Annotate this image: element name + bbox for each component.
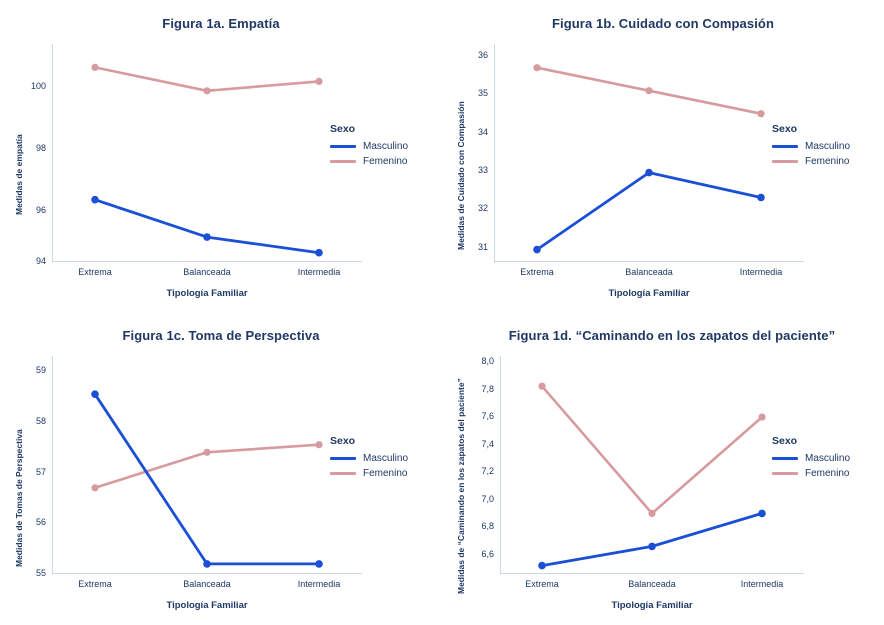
legend-1c xyxy=(330,435,408,483)
legend-title-1b: Sexo xyxy=(772,123,798,135)
legend-item-femenino-1d xyxy=(772,468,850,479)
legend-label-masculino-1c: Masculino xyxy=(363,453,409,464)
plot-area-1d xyxy=(500,356,804,574)
x-tick-1c-2: Intermedia xyxy=(297,579,341,589)
y-tick-1d-4: 7,4 xyxy=(481,439,494,449)
legend-label-femenino-1b: Femenino xyxy=(805,156,850,167)
y-tick-1c-1: 56 xyxy=(35,517,46,527)
chart-panel-1b xyxy=(442,0,884,312)
y-tick-1d-2: 7,0 xyxy=(481,494,494,504)
y-tick-1a-0: 100 xyxy=(30,81,46,91)
x-axis-label-1d: Tipología Familiar xyxy=(611,600,693,611)
y-axis-label-1b: Medidas de Cuidado con Compasión xyxy=(456,101,466,250)
x-tick-1b-1: Balanceada xyxy=(625,267,673,277)
x-tick-1d-1: Balanceada xyxy=(628,579,676,589)
legend-swatch-femenino-1d xyxy=(772,472,798,475)
y-tick-1d-3: 7,2 xyxy=(481,466,494,476)
plot-svg-1a xyxy=(52,44,362,262)
legend-swatch-femenino-1b xyxy=(772,160,798,163)
legend-label-femenino-1c: Femenino xyxy=(363,468,408,479)
chart-panel-1c xyxy=(0,312,442,625)
y-axis-label-1d: Medidas de “Caminando en los zapatos del paciente” xyxy=(456,378,466,594)
y-tick-1c-3: 58 xyxy=(35,416,46,426)
y-tick-1c-2: 57 xyxy=(35,467,46,477)
chart-title-1d: Figura 1d. “Caminando en los zapatos del paciente” xyxy=(508,328,836,343)
legend-item-femenino-1a xyxy=(330,156,408,167)
plot-svg-1b xyxy=(494,44,804,262)
y-tick-1d-1: 6,8 xyxy=(481,521,494,531)
y-tick-1b-3: 34 xyxy=(477,127,488,137)
legend-item-femenino-1b xyxy=(772,156,850,167)
y-tick-1b-2: 33 xyxy=(477,165,488,175)
y-tick-1b-1: 32 xyxy=(477,203,488,213)
x-tick-1d-2: Intermedia xyxy=(740,579,784,589)
legend-title-1a: Sexo xyxy=(330,123,356,135)
x-tick-1b-2: Intermedia xyxy=(739,267,783,277)
legend-1b xyxy=(772,123,850,171)
legend-title-1c: Sexo xyxy=(330,435,356,447)
y-tick-1a-1: 98 xyxy=(35,143,46,153)
y-tick-1a-3: 94 xyxy=(35,256,46,266)
y-tick-1d-5: 7,6 xyxy=(481,411,494,421)
x-tick-1c-0: Extrema xyxy=(78,579,112,589)
y-tick-1d-6: 7,8 xyxy=(481,384,494,394)
legend-swatch-femenino-1c xyxy=(330,472,356,475)
legend-label-femenino-1d: Femenino xyxy=(805,468,850,479)
legend-item-masculino-1b xyxy=(772,141,850,152)
chart-title-1b: Figura 1b. Cuidado con Compasión xyxy=(551,16,775,31)
x-axis-label-1b: Tipología Familiar xyxy=(608,288,690,299)
chart-panel-1d xyxy=(442,312,884,625)
legend-label-femenino-1a: Femenino xyxy=(363,156,408,167)
y-tick-1d-0: 6,6 xyxy=(481,549,494,559)
legend-swatch-masculino-1a xyxy=(330,145,356,148)
legend-1d xyxy=(772,435,850,483)
legend-title-1d: Sexo xyxy=(772,435,798,447)
x-axis-label-1c: Tipología Familiar xyxy=(166,600,248,611)
chart-title-1a: Figura 1a. Empatía xyxy=(162,16,280,31)
legend-item-masculino-1c xyxy=(330,453,408,464)
x-tick-1a-0: Extrema xyxy=(78,267,112,277)
legend-label-masculino-1a: Masculino xyxy=(363,141,409,152)
legend-swatch-masculino-1d xyxy=(772,457,798,460)
y-axis-label-1a: Medidas de empatía xyxy=(14,134,24,215)
x-tick-1b-0: Extrema xyxy=(520,267,554,277)
y-tick-1c-4: 59 xyxy=(35,365,46,375)
legend-item-masculino-1d xyxy=(772,453,850,464)
plot-area-1b xyxy=(494,44,804,262)
y-tick-1b-5: 36 xyxy=(477,50,488,60)
legend-item-masculino-1a xyxy=(330,141,408,152)
x-tick-1d-0: Extrema xyxy=(525,579,559,589)
plot-area-1c xyxy=(52,356,362,574)
legend-swatch-femenino-1a xyxy=(330,160,356,163)
chart-panel-1a xyxy=(0,0,442,312)
y-tick-1b-0: 31 xyxy=(477,242,488,252)
y-axis-label-1c: Medidas de Tomas de Perspectiva xyxy=(14,429,24,567)
chart-title-1c: Figura 1c. Toma de Perspectiva xyxy=(122,328,320,343)
legend-swatch-masculino-1b xyxy=(772,145,798,148)
legend-item-femenino-1c xyxy=(330,468,408,479)
legend-swatch-masculino-1c xyxy=(330,457,356,460)
x-axis-label-1a: Tipología Familiar xyxy=(166,288,248,299)
x-tick-1c-1: Balanceada xyxy=(183,579,231,589)
legend-label-masculino-1d: Masculino xyxy=(805,453,851,464)
plot-area-1a xyxy=(52,44,362,262)
y-tick-1c-0: 55 xyxy=(35,568,46,578)
x-tick-1a-2: Intermedia xyxy=(297,267,341,277)
y-tick-1b-4: 35 xyxy=(477,88,488,98)
y-tick-1d-7: 8,0 xyxy=(481,356,494,366)
legend-label-masculino-1b: Masculino xyxy=(805,141,851,152)
legend-1a xyxy=(330,123,408,171)
plot-svg-1d xyxy=(500,356,804,574)
y-tick-1a-2: 96 xyxy=(35,205,46,215)
x-tick-1a-1: Balanceada xyxy=(183,267,231,277)
plot-svg-1c xyxy=(52,356,362,574)
